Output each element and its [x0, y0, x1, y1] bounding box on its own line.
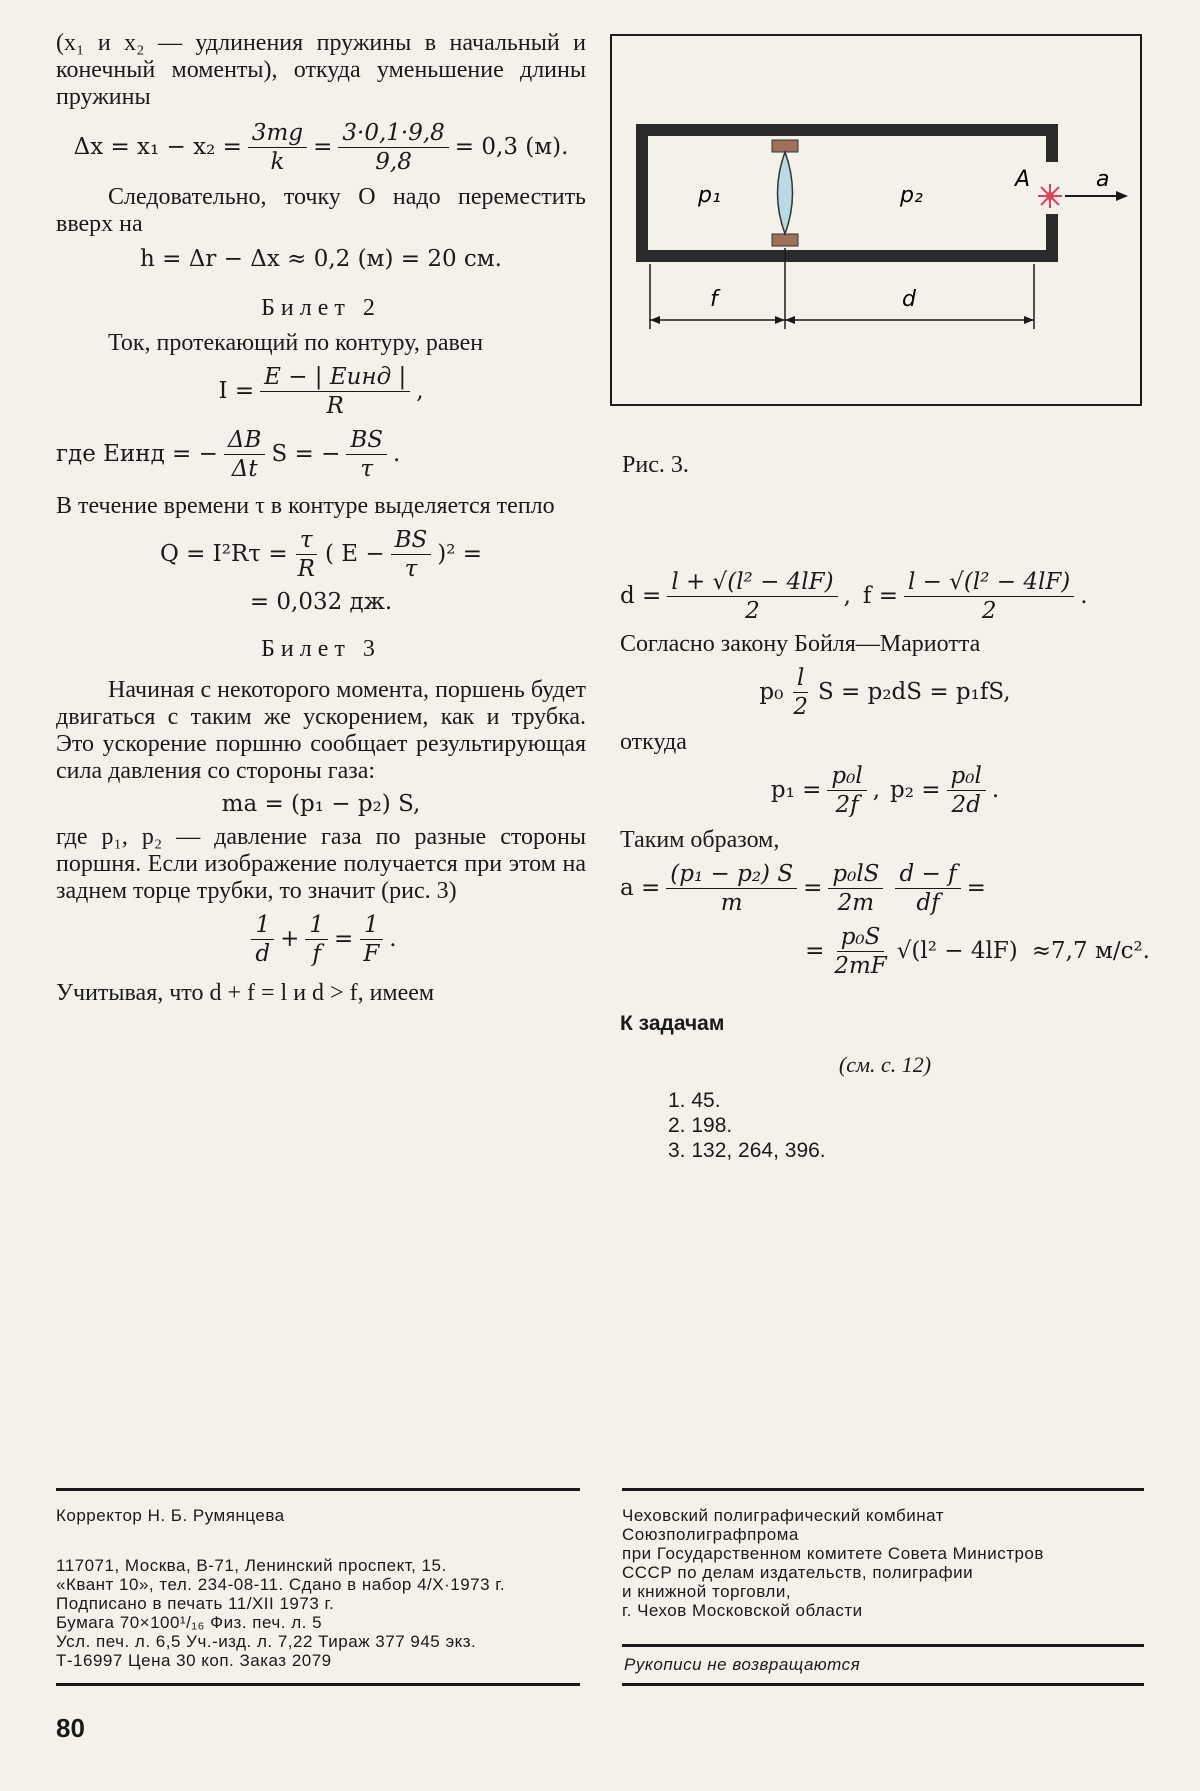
lens: [778, 152, 793, 234]
manuscripts-note: Рукописи не возвращаются: [624, 1655, 861, 1674]
equation-pressures: p₁ = $\frac{\text{p₀l}}{2f}$ , p₂ = $\frac{\text{p₀l}}{2d}$ .: [770, 763, 1000, 818]
label-a: a: [1096, 167, 1110, 192]
footer-rule-left-bottom: [56, 1683, 580, 1686]
answers-list: [668, 1088, 1150, 1163]
printer-block: Чеховский полиграфический комбинат Союзполиграфпрома при Государственном комитете Совета Министров СССР по делам издательств, полиграфии и книжной торговли, г. Чехов Московской области: [622, 1506, 1044, 1620]
page-number: 80: [56, 1713, 85, 1743]
imprint-block: 117071, Москва, В-71, Ленинский проспект, 15. «Квант 10», тел. 234-08-11. Сдано в набор 4/X·1973 г. Подписано в печать 11/XII 1973 г. Бумага 70×100¹/₁₆ Физ. печ. л. 5 Усл. печ. л. 6,5 Уч.-изд. л. 7,22 Тираж 377 945 экз. Т-16997 Цена 30 коп. Заказ 2079: [56, 1556, 506, 1670]
label-A: A: [1015, 167, 1031, 192]
given-paragraph: Учитывая, что d + f = l и d > f, имеем: [56, 980, 435, 1006]
label-p2: p₂: [900, 183, 923, 208]
label-d: d: [902, 287, 916, 312]
equation-heat: Q = I²Rτ = $\frac{\tau}{R}$ ( E − $\frac{BS}{\tau}$ )² =: [159, 527, 483, 582]
equation-force: ma = (p₁ − p₂) S,: [221, 791, 421, 817]
right-column: [620, 568, 1150, 1163]
equation-boyle: p₀ $\frac{l}{2}$ S = p₂dS = p₁fS,: [759, 665, 1011, 720]
thus-paragraph: Таким образом,: [620, 827, 780, 853]
equation-emf: где Eинд = − $\frac{\Delta B}{\Delta t}$ S = − $\frac{BS}{\tau}$ .: [56, 427, 401, 482]
equation-d-f: d = $\frac{\text{l + √(l² − 4lF)}}{2}$ , f = $\frac{\text{l − √(l² − 4lF)}}{2}$ .: [620, 569, 1088, 624]
label-p1: p₁: [698, 183, 721, 208]
footer-rule-right-bottom: [622, 1683, 1144, 1686]
current-paragraph: Ток, протекающий по контуру, равен: [108, 330, 484, 356]
equation-acceleration-result: = $\frac{\text{p₀S}}{2mF}$ √(l² − 4lF) ≈7,7 м/с².: [805, 924, 1150, 979]
answer-3: 3. 132, 264, 396.: [668, 1139, 826, 1162]
answer-2: 2. 198.: [668, 1114, 733, 1137]
figure-frame: [611, 35, 1141, 405]
equation-current: I = $\frac{\text{E − | Eинд |}}{R}$ ,: [218, 364, 424, 419]
equation-acceleration: a = $\frac{\text{(p₁ − p₂) S}}{m}$ = $\frac{\text{p₀lS}}{2m}$ $\frac{d - f}{df}$ =: [620, 861, 986, 916]
figure-3-diagram: [610, 34, 1142, 406]
equation-h: h = Δr − Δx ≈ 0,2 (м) = 20 см.: [140, 246, 502, 272]
page-reference: (см. с. 12): [838, 1052, 932, 1077]
ticket-3-heading: Билет 3: [261, 636, 381, 662]
left-column: [56, 30, 586, 1007]
footer-rule-right-mid: [622, 1644, 1144, 1647]
hence-paragraph: Следовательно, точку O надо переместить вверх на: [56, 184, 586, 237]
footer-rule-right-top: [622, 1488, 1144, 1491]
intro-paragraph: (x₁ и x₂ — удлинения пружины в начальный и конечный моменты), откуда уменьшение длины пружины: [56, 30, 586, 110]
equation-heat-result: = 0,032 дж.: [249, 589, 393, 615]
equation-lens: $\frac{1}{d}$ + $\frac{1}{f}$ = $\frac{1}{F}$ .: [56, 911, 586, 968]
ticket-2-heading: Билет 2: [261, 295, 381, 321]
problems-heading: К задачам: [620, 1012, 725, 1035]
boyle-paragraph: Согласно закону Бойля—Мариотта: [620, 631, 981, 657]
answer-1: 1. 45.: [668, 1089, 721, 1112]
heat-paragraph: В течение времени τ в контуре выделяется тепло: [56, 493, 555, 519]
label-f: f: [710, 287, 718, 312]
footer-rule-left-top: [56, 1488, 580, 1491]
figure-caption: Рис. 3.: [622, 452, 689, 478]
piston-paragraph: Начиная с некоторого момента, поршень будет двигаться с таким же ускорением, как и трубка. Это ускорение поршню сообщает результирующая сила давления со стороны газа:: [56, 677, 586, 784]
pressure-paragraph: где p₁, p₂ — давление газа по разные стороны поршня. Если изображение получается при этом на заднем торце трубки, то значит (рис. 3): [56, 824, 586, 904]
image-point-star: [1038, 184, 1062, 208]
whence-paragraph: откуда: [620, 729, 687, 755]
corrector-line: Корректор Н. Б. Румянцева: [56, 1506, 285, 1525]
equation-delta-x: Δx = x₁ − x₂ = $\frac{3mg}{k}$ = $\frac{3\cdot 0,1\cdot 9,8}{9,8}$ = 0,3 (м).: [73, 120, 569, 175]
